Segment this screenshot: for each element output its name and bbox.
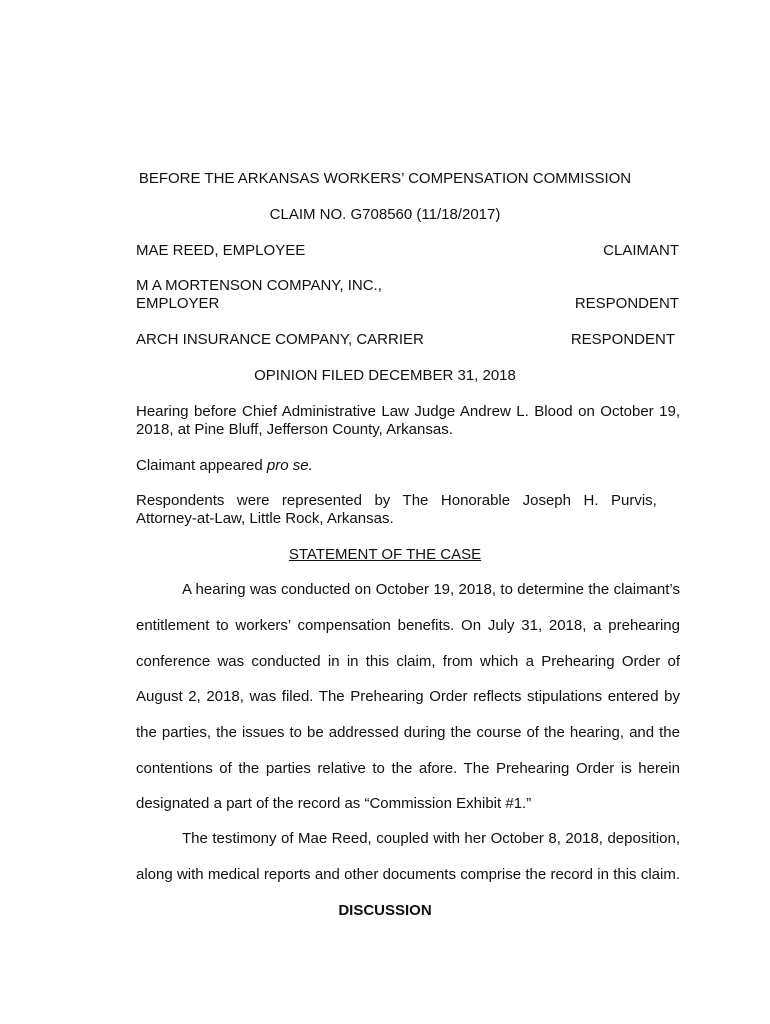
paragraph2-line: along with medical reports and other documents comprise the record in this claim.	[136, 866, 680, 883]
pro-se-text: pro se.	[266, 457, 313, 474]
claimant-appeared	[136, 457, 313, 475]
claimant-name: MAE REED, EMPLOYEE	[136, 242, 306, 259]
respondents-line1: Respondents were represented by The Honorable Joseph H. Purvis,	[136, 492, 657, 509]
employer-name-line1: M A MORTENSON COMPANY, INC.,	[136, 277, 382, 294]
commission-heading: BEFORE THE ARKANSAS WORKERS’ COMPENSATION COMMISSION	[138, 170, 632, 187]
paragraph1-line: August 2, 2018, was filed. The Prehearing Order reflects stipulations entered by	[136, 688, 680, 705]
respondents-line2: Attorney-at-Law, Little Rock, Arkansas.	[136, 510, 394, 527]
paragraph2-line: The testimony of Mae Reed, coupled with her October 8, 2018, deposition,	[182, 830, 680, 847]
discussion-heading: DISCUSSION	[338, 902, 432, 919]
claim-number: CLAIM NO. G708560 (11/18/2017)	[269, 206, 501, 223]
paragraph1-line: designated a part of the record as “Commission Exhibit #1.”	[136, 795, 532, 812]
employer-role: RESPONDENT	[574, 295, 679, 312]
employer-name-line2: EMPLOYER	[136, 295, 220, 312]
claimant-appeared-prefix: Claimant appeared	[136, 457, 267, 474]
paragraph1-line: entitlement to workers’ compensation benefits. On July 31, 2018, a prehearing	[136, 617, 680, 634]
hearing-line2: 2018, at Pine Bluff, Jefferson County, Arkansas.	[136, 421, 453, 438]
paragraph1-line: the parties, the issues to be addressed during the course of the hearing, and the	[136, 724, 680, 741]
paragraph1-line: conference was conducted in in this claim, from which a Prehearing Order of	[136, 653, 680, 670]
carrier-role: RESPONDENT	[570, 331, 675, 348]
claimant-role: CLAIMANT	[603, 242, 679, 259]
carrier-name: ARCH INSURANCE COMPANY, CARRIER	[136, 331, 424, 348]
paragraph1-line: contentions of the parties relative to the afore. The Prehearing Order is herein	[136, 760, 680, 777]
statement-heading: STATEMENT OF THE CASE	[288, 546, 482, 563]
hearing-line1: Hearing before Chief Administrative Law Judge Andrew L. Blood on October 19,	[136, 403, 680, 420]
paragraph1-line: A hearing was conducted on October 19, 2018, to determine the claimant’s	[182, 581, 680, 598]
opinion-filed: OPINION FILED DECEMBER 31, 2018	[254, 367, 516, 384]
